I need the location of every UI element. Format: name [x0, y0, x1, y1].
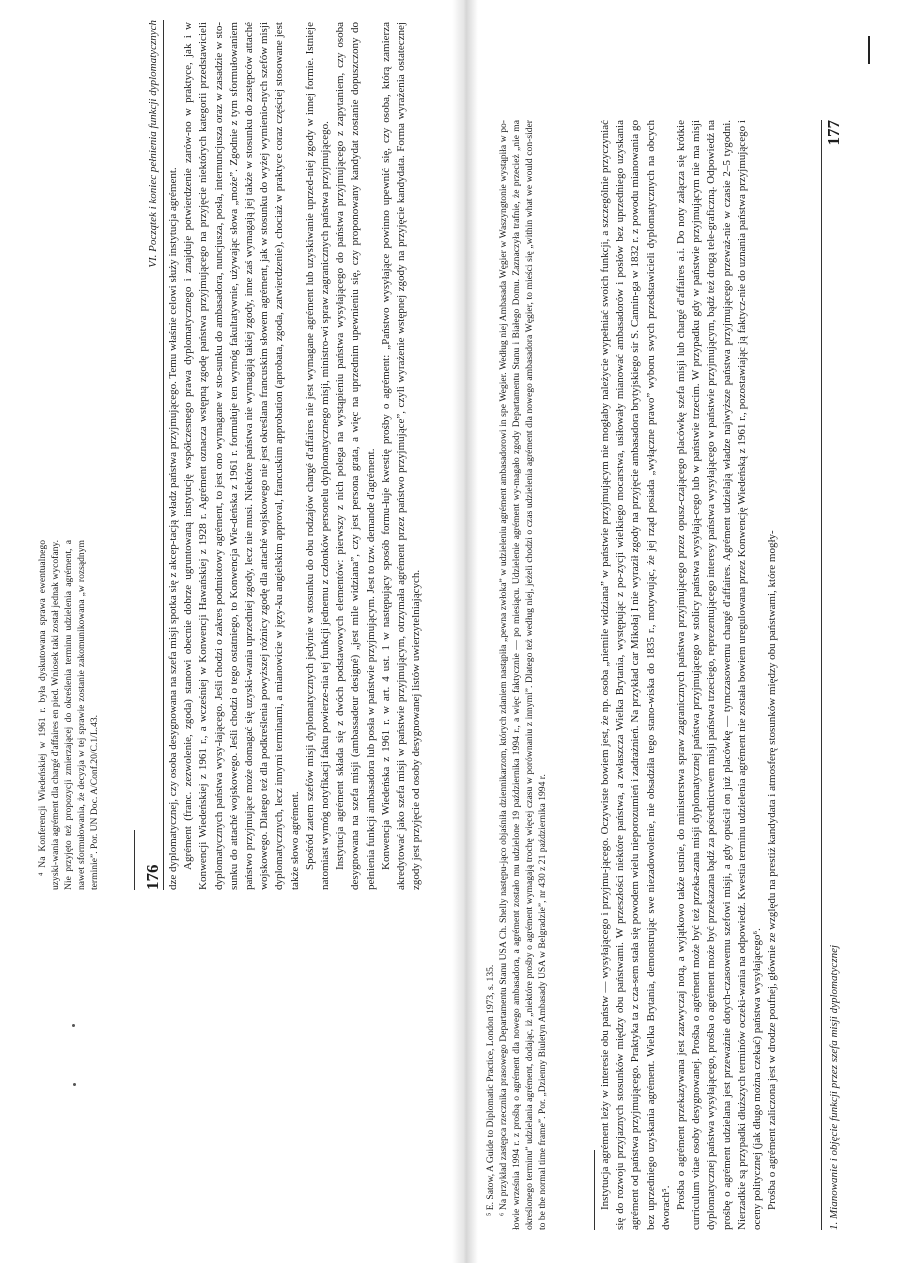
right-footnotes: [484, 120, 592, 1230]
right-page: [478, 0, 899, 1263]
page-number: 177: [824, 120, 843, 146]
paragraph: Konwencja Wiedeńska z 1961 r. w art. 4 ust. 1 w następujący sposób formu-łuje kwestię prośby o agrément: „Państwo wysyłające powinno upewnić się, czy osoba, którą zamierza akredytować jako szefa misji w państwie przyjmującym, otrzymała agrément przez państwo przyjmujące”, czyli wyrażenie wstępnej zgody na przyjęcie kandydata. Forma wyrażenia ostatecznej zgody jest przyjęcie od osoby desygnowanej listów uwierzytelniających.: [379, 22, 423, 890]
footnote-separator: [594, 1150, 595, 1230]
paragraph: Prośba o agrément zaliczona jest w drodze poufnej, głównie ze względu na prestiż kandydata i atmosferę stosunków między obu państwami, które mogły-: [766, 530, 779, 1210]
paragraph: Spośród zatem szefów misji dyplomatycznych jedynie w stosunku do obu rodzajów chargé d'affaires nie jest wymagane agrément lub uzyskiwanie uprzed-niej zgody w innej formie. Istnieje natomiast wymóg notyfikacji faktu powierze-nia tej funkcji jednemu z członków personelu dyplomatycznego misji, ministro-wi spraw zagranicznych państwa przyjmującego.: [303, 22, 332, 890]
paragraph: dze dyplomatycznej, czy osoba desygnowana na szefa misji spotka się z akcep-tacją władz państwa przyjmującego. Temu właśnie celowi służy instytucja agrément.: [167, 167, 179, 890]
footnote: ⁴ Na Konferencji Wiedeńskiej w 1961 r. była dyskutowana sprawa ewentualnego uzyski-wania agrément dla chargé d'affaires en pied. Wniosek taki został jednak wycofany. Nie przyjęto też propozycji zmierzającej do określenia terminu udzielenia agrément, a nawet sformułowania, że decyzja w tej sprawie zostanie zakomunikowana „w rozsądnym terminie”. Por. UN Doc. A/Conf.20/C.1/L.43.: [37, 540, 100, 890]
footnote: ⁵ E. Satow, A Guide to Diplomatic Practice, London 1973, s. 135.: [485, 964, 496, 1216]
running-header: VI. Początek i koniec pełnienia funkcji dyplomatycznych: [147, 20, 159, 268]
right-body: [598, 120, 820, 1230]
paragraph: Prośba o agrément przekazywana jest zazwyczaj notą, a wyjątkowo także ustnie, do ministerstwa spraw zagranicznych państwa przyjmującego przez opusz-czającego placówkę szefa misji lub chargé d'affaires a.i. Do noty załącza się krótkie curriculum vitae osoby desygnowanej. Prośba o agrément może być też przeka-zana misji dyplomatycznej państwa przyjmującego w stolicy państwa wysyłają-cego lub w państwie trzecim. W przypadku gdy w państwie przyjmującym nie ma misji dyplomatycznej państwa wysyłającego, prośba o agrément może być przekazana bądź za pośrednictwem misji państwa trzeciego, reprezentującego interesy państwa wysyłającego w państwie przyjmującym, bądź też drogą tele-graficzną. Odpowiedź na prośbę o agrément udzielana jest przeważnie dotych-czasowemu szefowi misji, a gdy opuścił on już placówkę — tymczasowemu chargé d'affaires. Agrément udzielają władze najwyższe państwa przyjmującego przeważ-nie w czasie 2–5 tygodni. Nierzadkie są przypadki dłuższych terminów oczeki-wania na odpowiedź. Kwestia terminu udzielenia agrément nie została bowiem uregulowana przez Konwencję Wiedeńską z 1961 r., pozostawiając ją faktycz-nie do uznania państwa przyjmującego i oceny politycznej (jak długo można czekać) państwa wysyłającego⁶.: [675, 120, 764, 1230]
left-header-strip: [142, 20, 164, 890]
header-rule: [821, 120, 822, 1230]
page-number: 176: [143, 864, 162, 890]
paragraph: Instytucja agrément leży w interesie obu państw — wysyłającego i przyjmu-jącego. Oczywiste bowiem jest, że np. osoba „niemile widziana” w państwie przyjmującym nie mogłaby należycie wypełniać swoich funkcji, a szczególnie przyczyniać się do rozwoju przyjaznych stosunków między obu państwami. W przeszłości niektóre państwa, a zwłaszcza Wielka Brytania, występując z po-zycji wielkiego mocarstwa, usiłowały mianować ambasadorów i posłów bez uprzedniego uzyskania agrément od państwa przyjmującego. Praktyka ta z cza-sem stała się powodem wielu nieporozumień i zadrażnień. Na przykład car Mikołaj I nie wyraził zgody na przyjęcie ambasadora brytyjskiego sir S. Cannin-ga w 1832 r. z powodu mianowania go bez uprzedniego uzyskania agrément. Wielka Brytania, demonstrując swe niezadowolenie, nie obsadziła tego stano-wiska do 1835 r., motywując, że jej rząd posiada „wyłączne prawo” wyboru swych przedstawicieli dyplomatycznych na obcych dworach⁵.: [599, 120, 672, 1230]
paragraph: Instytucja agrément składa się z dwóch podstawowych elementów: pierwszy z nich polega na wystąpieniu państwa wysyłającego do państwa przyjmującego z zapytaniem, czy osoba desygnowana na szefa misji (ambassadeur designé) „jest mile widziana”, czy jest persona grata, a więc na uprzednim upewnieniu się, czy proponowany kandydat zostanie dopuszczony do pełnienia funkcji ambasadora lub posła w państwie przyjmującym. Jest to tzw. demande d'agrément.: [334, 22, 377, 890]
book-gutter-shadow: [452, 0, 478, 1263]
running-header: 1. Mianowanie i objęcie funkcji przez szefa misji dyplomatycznej: [828, 944, 840, 1230]
left-body: [166, 22, 444, 890]
footnote: ⁶ Na przykład zastępca rzecznika prasowego Departamentu Stanu USA Ch. Shelly następu-jąco objaśniła dziennikarzom, których zdaniem nastąpiła „pewna zwłoka” w udzieleniu agrément ambasadorowi in spe Wegier. Według niej Ambasada Węgier w Waszyngtonie wystąpiła w po-łowie września 1994 r. z prośbą o agrément dla nowego ambasadora, a agrément zostało mu udzielone 19 października 1994 r., a więc faktycznie — po miesiącu. Udzielenie agrément wy-magało zgody Departamentu Stanu i Białego Domu. Zaznaczyła trafnie, że przecież „nie ma określonego terminu” udzielania agrément, dodając, iż „niektóre prośby o agrément wymagają trochę więcej czasu w porównaniu z innymi”. Dlatego też według niej, jeżeli chodzi o czas udzielenia agrément dla nowego ambasadora Węgier, to mieści się „within what we would con-sider to be the normal time frame”. Por. „Dzienny Biuletyn Ambasady USA w Belgradzie”, nr 430 z 21 października 1994 r.: [498, 120, 548, 1230]
left-footnotes: [36, 540, 132, 890]
header-rule: [163, 20, 164, 890]
footnote-separator: [134, 830, 135, 890]
right-header-strip: [822, 120, 846, 1230]
paragraph: Agrément (franc. zezwolenie, zgoda) stanowi obecnie dobrze ugruntowaną instytucję współczesnego prawa dyplomatycznego i znajduje potwierdzenie zarów-no w praktyce, jak i w Konwencji Wiedeńskiej z 1961 r., a wcześniej w Konwencji Hawańskiej z 1928 r. Agrément oznacza wstępną zgodę państwa przyjmującego na przyjęcie niektórych kategorii przedstawicieli dyplomatycznych państwa wysy-łającego. Jeśli chodzi o zakres podmiotowy agrément, to jest ono wymagane w sto-sunku do ambasadora, nuncjusza, posła, internuncjusza oraz w zasadzie w sto-sunku do attaché wojskowego. Jeśli chodzi o tego ostatniego, to Konwencja Wie-deńska z 1961 r. formułuje ten wymóg fakultatywnie, używając słowa „może”. Zgodnie z tym sformułowaniem państwo przyjmujące może domagać się uzyski-wania uprzedniej zgody, lecz nie musi. Niektóre państwa nie wymagają takiej zgody, inne zaś wymagają jej także w stosunku do zastępców attaché wojskowego. Dlatego też dla podkreślenia powyższej różnicy zgodę dla attaché wojskowego nie jest określana francuskim słowem agrément, jak w stosunku do wyżej wymienio-nych szefów misji dyplomatycznych, lecz innymi terminami, a mianowicie w języ-ku angielskim approval, francuskim approbation (aprobata, zgoda, zatwierdzenie), chociaż w praktyce coraz częściej stosowane jest także słowo agrément.: [182, 22, 301, 890]
